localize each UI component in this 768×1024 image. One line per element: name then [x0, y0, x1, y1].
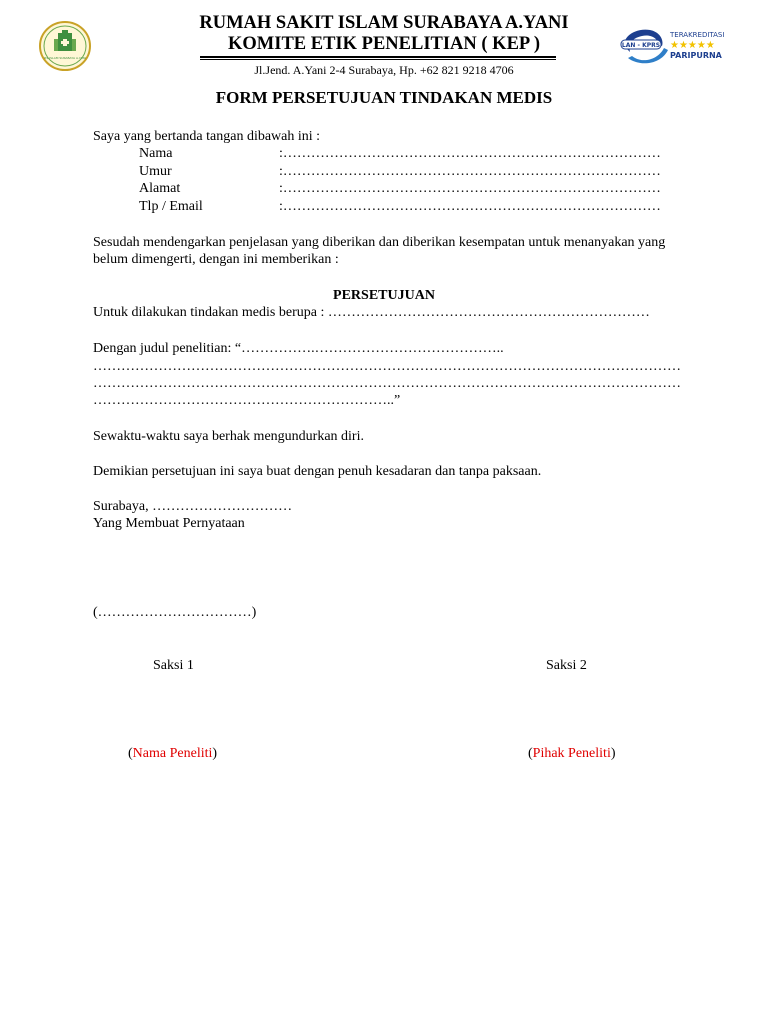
- tindakan-line[interactable]: Untuk dilakukan tindakan medis berupa : ……………………………………………………………: [93, 305, 650, 320]
- left-logo-text: RS ISLAM SURABAYA A.YANI: [44, 56, 86, 60]
- field-tlp-email-blank[interactable]: :………………………………………………………………………: [279, 199, 661, 214]
- persetujuan-heading: PERSETUJUAN: [333, 288, 435, 303]
- accreditation-stars: ★★★★★: [670, 40, 715, 51]
- committee-name: KOMITE ETIK PENELITIAN ( KEP ): [228, 34, 540, 54]
- signer-label: Yang Membuat Pernyataan: [93, 516, 245, 531]
- withdraw-statement: Sewaktu-waktu saya berhak mengundurkan diri.: [93, 429, 364, 444]
- field-alamat-blank[interactable]: :………………………………………………………………………: [279, 181, 661, 196]
- witness1-label: Saksi 1: [153, 658, 194, 673]
- consent-statement: Demikian persetujuan ini saya buat dengan penuh kesadaran dan tanpa paksaan.: [93, 464, 542, 479]
- judul-dots-line[interactable]: ………………………………………………………………………………………………………………: [93, 376, 681, 391]
- signature-blank[interactable]: (……………………………): [93, 605, 257, 620]
- hospital-name: RUMAH SAKIT ISLAM SURABAYA A.YANI: [199, 13, 569, 33]
- judul-dots-line-end[interactable]: ………………………………………………………..”: [93, 393, 401, 408]
- judul-penelitian-line[interactable]: Dengan judul penelitian: “…………….…………………………………..: [93, 341, 504, 356]
- accreditation-line1: TERAKREDITASI: [670, 31, 725, 39]
- field-nama-blank[interactable]: :………………………………………………………………………: [279, 146, 661, 161]
- field-label-tlp-email: Tlp / Email: [139, 199, 203, 214]
- field-umur-blank[interactable]: :………………………………………………………………………: [279, 164, 661, 179]
- witness1-name-placeholder: Nama Peneliti: [132, 746, 213, 761]
- witness2-label: Saksi 2: [546, 658, 587, 673]
- intro-text: Saya yang bertanda tangan dibawah ini :: [93, 129, 321, 144]
- paren-close: ): [610, 746, 616, 761]
- paren-open: (: [528, 746, 533, 761]
- hospital-address: Jl.Jend. A.Yani 2-4 Surabaya, Hp. +62 821 9218 4706: [254, 63, 514, 77]
- paren-open: (: [128, 746, 133, 761]
- explanation-paragraph: Sesudah mendengarkan penjelasan yang diberikan dan diberikan kesempatan untuk menanyakan yang belum dimengerti, dengan ini memberikan :: [93, 235, 666, 267]
- witness1-name-field[interactable]: [128, 745, 217, 762]
- field-label-alamat: Alamat: [139, 181, 181, 196]
- place-date[interactable]: Surabaya, …………………………: [93, 499, 293, 514]
- witness2-name-placeholder: Pihak Peneliti: [532, 746, 611, 761]
- witness2-name-field[interactable]: [528, 745, 616, 762]
- field-label-umur: Umur: [139, 164, 172, 179]
- form-title: FORM PERSETUJUAN TINDAKAN MEDIS: [215, 88, 553, 107]
- accreditation-badge-text: LAN - KPRS: [621, 42, 661, 49]
- field-label-nama: Nama: [139, 146, 173, 161]
- header-divider: [200, 56, 556, 60]
- paren-close: ): [212, 746, 218, 761]
- accreditation-line2: PARIPURNA: [670, 51, 722, 60]
- judul-dots-line[interactable]: ………………………………………………………………………………………………………………: [93, 359, 681, 374]
